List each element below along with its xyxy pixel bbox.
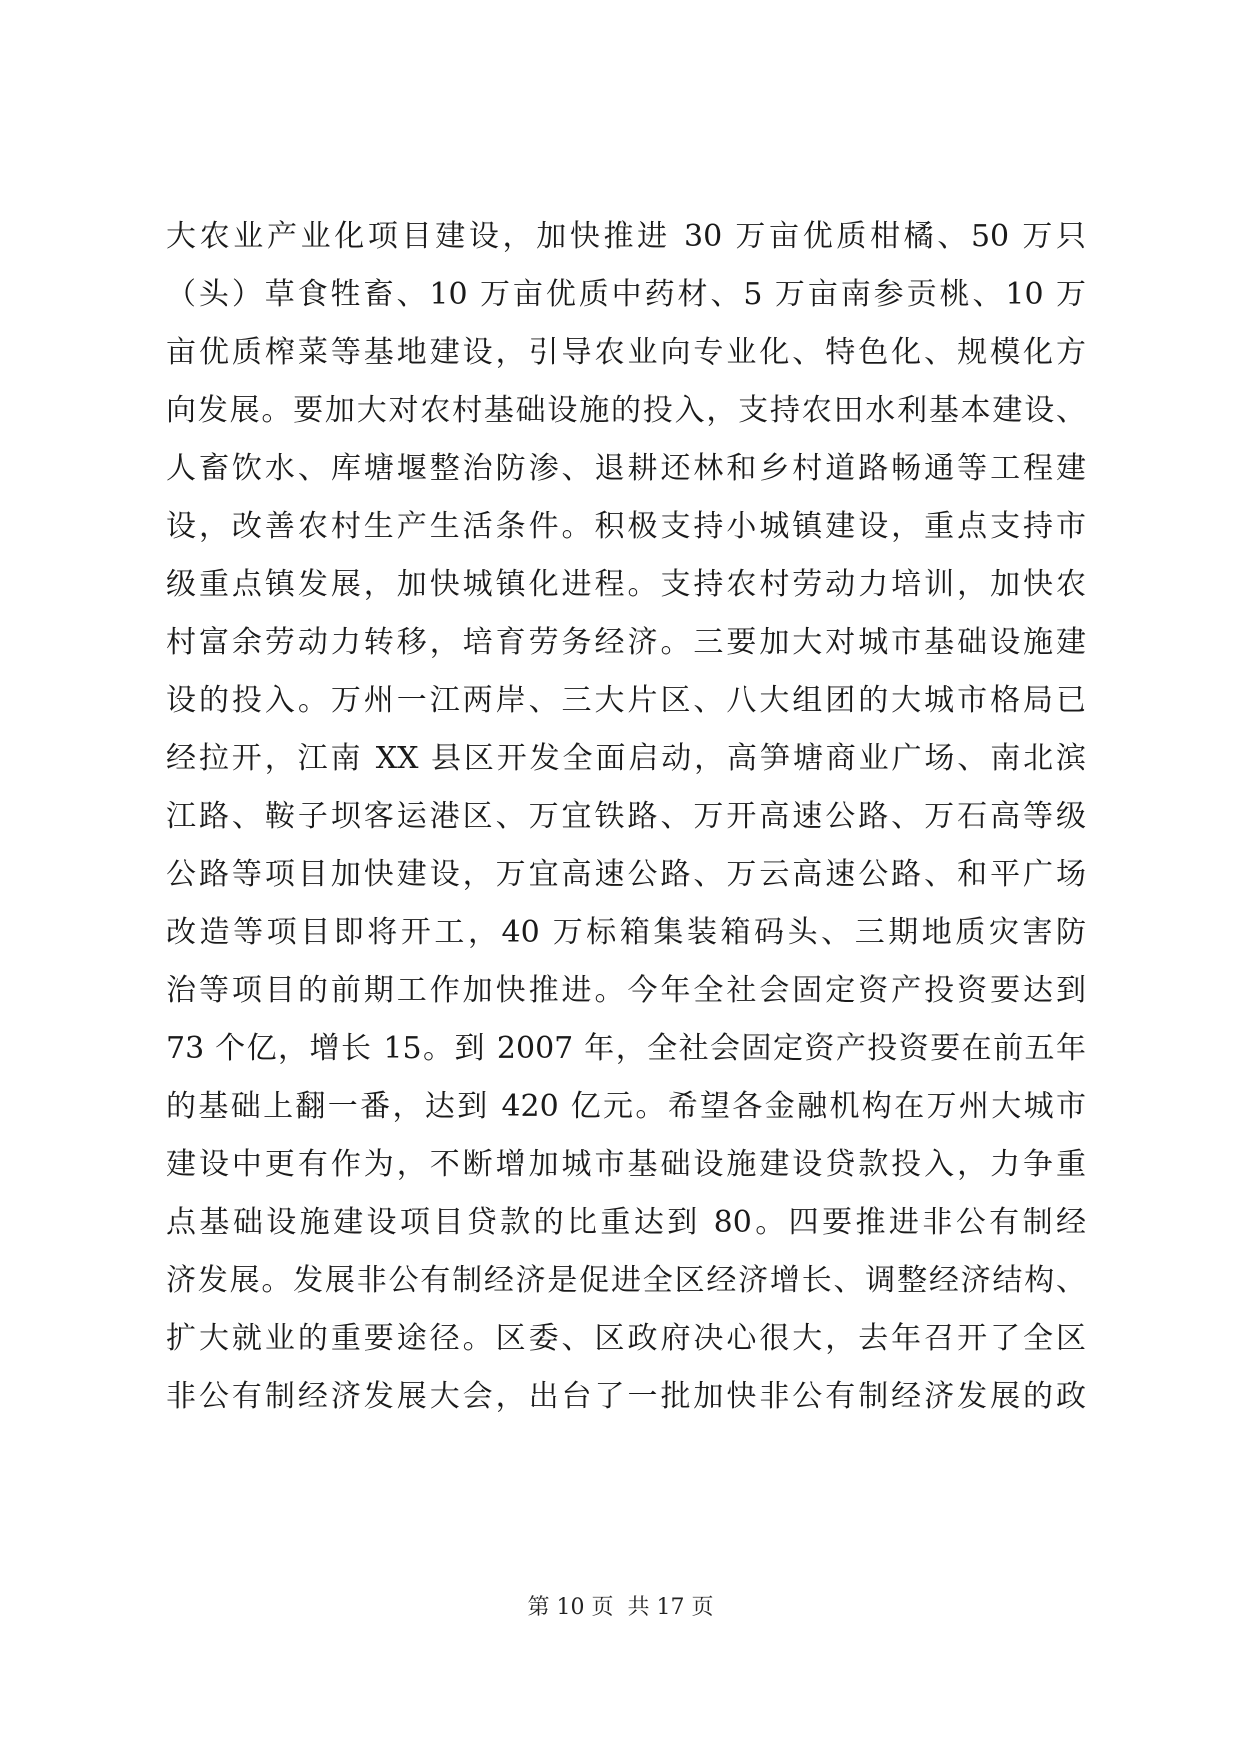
body-line: 亩优质榨菜等基地建设，引导农业向专业化、特色化、规模化方 bbox=[166, 335, 1086, 370]
body-line: 治等项目的前期工作加快推进。今年全社会固定资产投资要达到 bbox=[166, 973, 1086, 1008]
body-line: 村富余劳动力转移，培育劳务经济。三要加大对城市基础设施建 bbox=[166, 625, 1086, 660]
body-line: 设，改善农村生产生活条件。积极支持小城镇建设，重点支持市 bbox=[166, 509, 1086, 544]
body-line: 的基础上翻一番，达到 420 亿元。希望各金融机构在万州大城市 bbox=[166, 1089, 1086, 1124]
body-line: 非公有制经济发展大会，出台了一批加快非公有制经济发展的政 bbox=[166, 1379, 1086, 1414]
body-line: 73 个亿，增长 15。到 2007 年，全社会固定资产投资要在前五年 bbox=[166, 1031, 1086, 1066]
body-line: 向发展。要加大对农村基础设施的投入，支持农田水利基本建设、 bbox=[166, 393, 1086, 428]
body-line: 点基础设施建设项目贷款的比重达到 80。四要推进非公有制经 bbox=[166, 1205, 1086, 1240]
body-line: 扩大就业的重要途径。区委、区政府决心很大，去年召开了全区 bbox=[166, 1321, 1086, 1356]
body-line: 公路等项目加快建设，万宜高速公路、万云高速公路、和平广场 bbox=[166, 857, 1086, 892]
body-line: 大农业产业化项目建设，加快推进 30 万亩优质柑橘、50 万只 bbox=[166, 219, 1086, 254]
body-line: 改造等项目即将开工，40 万标箱集装箱码头、三期地质灾害防 bbox=[166, 915, 1086, 950]
body-line: 建设中更有作为，不断增加城市基础设施建设贷款投入，力争重 bbox=[166, 1147, 1086, 1182]
body-line: 江路、鞍子坝客运港区、万宜铁路、万开高速公路、万石高等级 bbox=[166, 799, 1086, 834]
body-line: （头）草食牲畜、10 万亩优质中药材、5 万亩南参贡桃、10 万 bbox=[166, 277, 1086, 312]
body-line: 级重点镇发展，加快城镇化进程。支持农村劳动力培训，加快农 bbox=[166, 567, 1086, 602]
body-line: 设的投入。万州一江两岸、三大片区、八大组团的大城市格局已 bbox=[166, 683, 1086, 718]
body-line: 济发展。发展非公有制经济是促进全区经济增长、调整经济结构、 bbox=[166, 1263, 1086, 1298]
page-footer bbox=[0, 1593, 1241, 1623]
body-line: 经拉开，江南 XX 县区开发全面启动，高笋塘商业广场、南北滨 bbox=[166, 741, 1086, 776]
document-body bbox=[166, 208, 1086, 1426]
page-number-label: 第 10 页 共 17 页 bbox=[527, 1595, 714, 1620]
body-line: 人畜饮水、库塘堰整治防渗、退耕还林和乡村道路畅通等工程建 bbox=[166, 451, 1086, 486]
